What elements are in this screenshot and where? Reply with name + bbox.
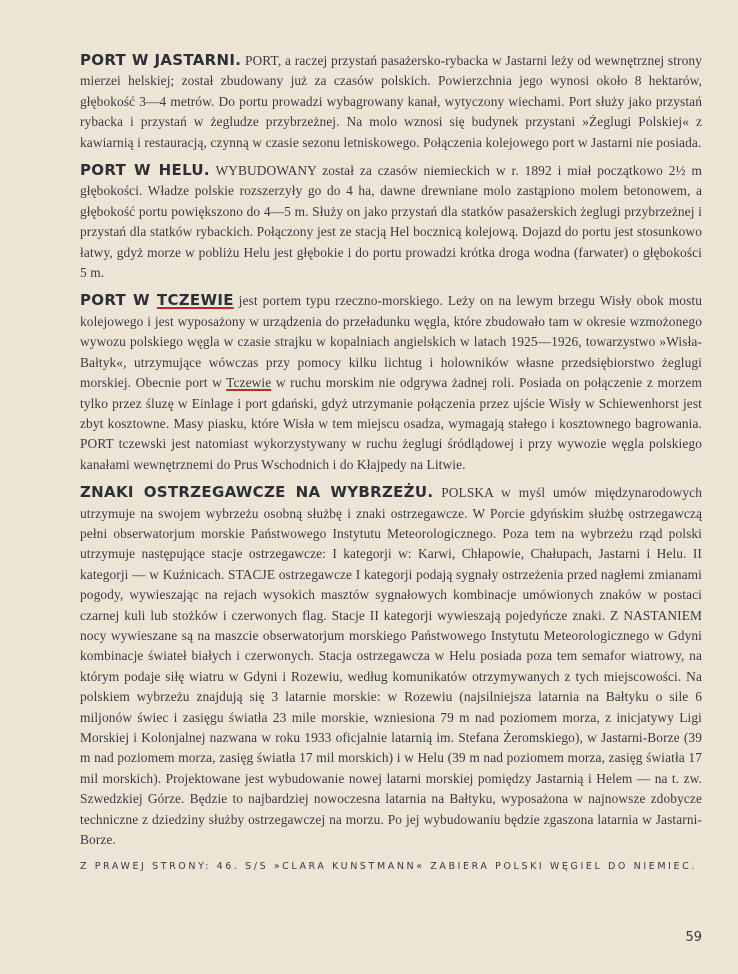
- text-column: [80, 50, 702, 878]
- heading-port-tczew: [80, 291, 234, 309]
- heading-port-hel: PORT W HELU.: [80, 161, 210, 180]
- body-port-hel: WYBUDOWANY został za czasów niemieckich w r. 1892 i miał początkowo 2½ m głębokości. Władze polskie rozszerzyły go do 4 ha, dawne drewniane molo zastąpiono molem betonowem, a głębokość portu powiększono do 4—5 m. Służy on jako przystań dla statków pasażerskich żeglugi przybrzeżnej i przystań dla statków rybackich. Połączony jest ze stacją Hel bocznicą kolejową. Dojazd do portu jest stosunkowo łatwy, gdyż morze w pobliżu Helu jest głębokie i do portu prowadzi krótka droga wodna (farwater) o głębokości 5 m.: [80, 163, 702, 281]
- tczewie-underlined-word: Tczewie: [226, 375, 272, 391]
- paragraph-port-jastarnia: [80, 50, 702, 153]
- heading-tczewie-underlined: TCZEWIE: [156, 291, 234, 310]
- paragraph-port-hel: [80, 160, 702, 283]
- heading-port-tczew-prefix: PORT W: [80, 291, 157, 310]
- page-number: 59: [685, 930, 702, 945]
- heading-warning-signs: ZNAKI OSTRZEGAWCZE NA WYBRZEŻU.: [80, 483, 434, 502]
- body-warning-signs: POLSKA w myśl umów międzynarodowych utrzymuje na swojem wybrzeżu osobną służbę i znaki ostrzegawcze. W Porcie gdyńskim służbę ostrzegawczą pełni obserwatorjum morskie Państwowego Instytutu Meteorologicznego. Poza tem na wybrzeżu rząd polski utrzymuje następujące stacje ostrzegawcze: I kategorji w: Karwi, Chłapowie, Chałupach, Jastarni i Helu. II kategorji — w Kuźnicach. STACJE ostrzegawcze I kategorji podają sygnały ostrzeżenia przed nagłemi zmianami pogody, wywieszając na rejach wysokich masztów sygnałowych kombinacje umówionych znaków w postaci czarnej kuli lub stożków i czerwonych flag. Stacje II kategorji wywieszają pojedyńcze znaki. Z NASTANIEM nocy wywieszane są na maszcie obserwatorjum morskiego Państwowego Instytutu Meteorologicznego w Gdyni kombinacje świateł białych i czerwonych. Stacja ostrzegawcza w Helu posiada poza tem semafor wiatrowy, na którym podaje siłę wiatru w Gdyni i Rozewiu, według komunikatów otrzymywanych z tych miejscowości. Na polskiem wybrzeżu znajdują się 3 latarnie morskie: w Rozewiu (najsilniejsza latarnia na Bałtyku o sile 6 miljonów świec i zasięgu światła 23 mile morskie, wzniesiona 79 m nad poziomem morza, z inicjatywy Ligi Morskiej i Kolonjalnej nazwana w roku 1933 oficjalnie latarnią im. Stefana Żeromskiego), w Jastarni-Borze (39 m nad poziomem morza, zasięg światła 17 mil morskich) i w Helu (39 m nad poziomem morza, zasięg światła 17 mil morskich). Projektowane jest wybudowanie nowej latarni morskiej pomiędzy Jastarnią i Helem — na t. zw. Szwedzkiej Górze. Będzie to najbardziej nowoczesna latarnia na Bałtyku, wyposażona w najnowsze zdobycze techniczne z dziedziny służby ostrzegawczej na morzu. Po jej wybudowaniu będzie zgaszona latarnia w Jastarni-Borze.: [80, 485, 702, 848]
- photo-caption: Z PRAWEJ STRONY: 46. S/S »CLARA KUNSTMANN« ZABIERA POLSKI WĘGIEL DO NIEMIEC.: [80, 861, 697, 873]
- paragraph-warning-signs: [80, 482, 702, 850]
- body-port-tczew-part2: w ruchu morskim nie odgrywa żadnej roli. Posiada on połączenie z morzem tylko przez śluzę w Einlage i port gdański, gdyż utrzymanie połączenia przez ujście Wisły w Schiewenhorst jest zbyt kosztowne. Masy piasku, które Wisła w tem miejscu osadza, wymagają stałego i kosztownego bagrowania. PORT tczewski jest natomiast wykorzystywany w ruchu żeglugi śródlądowej i przy wywozie węgla polskiego kanałami wewnętrznemi do Prus Wschodnich i do Kłajpedy na Litwie.: [80, 375, 702, 472]
- body-port-jastarnia: PORT, a raczej przystań pasażersko-rybacka w Jastarni leży od wewnętrznej strony mierzei helskiej; został zbudowany już za czasów polskich. Powierzchnia jego wynosi około 8 hektarów, głębokość 3—4 metrów. Do portu prowadzi wybagrowany kanał, wytyczony wiechami. Port służy jako przystań rybacka i przystań w żegludze przybrzeżnej. Na molo wznosi się budynek przystani »Żeglugi Polskiej« z kawiarnią i restauracją, czynną w czasie sezonu letniskowego. Połączenia kolejowego port w Jastarni nie posiada.: [80, 53, 703, 150]
- paragraph-port-tczew: [80, 290, 702, 475]
- heading-port-jastarnia: PORT W JASTARNI.: [80, 51, 242, 69]
- body-port-tczew-part1: jest portem typu rzeczno-morskiego. Leży on na lewym brzegu Wisły obok mostu kolejowego i jest wyposażony w urządzenia do przeładunku węgla, które zbudowało tam w okresie wzmożonego wywozu polskiego węgla w czasie strajku w kopalniach angielskich w latach 1925—1926, towarzystwo »Wisła-Bałtyk«, utrzymujące wówczas przy pomocy kilku lichtug i holowników własne przedsiębiorstwo żeglugi morskiej. Obecnie port w: [80, 293, 702, 391]
